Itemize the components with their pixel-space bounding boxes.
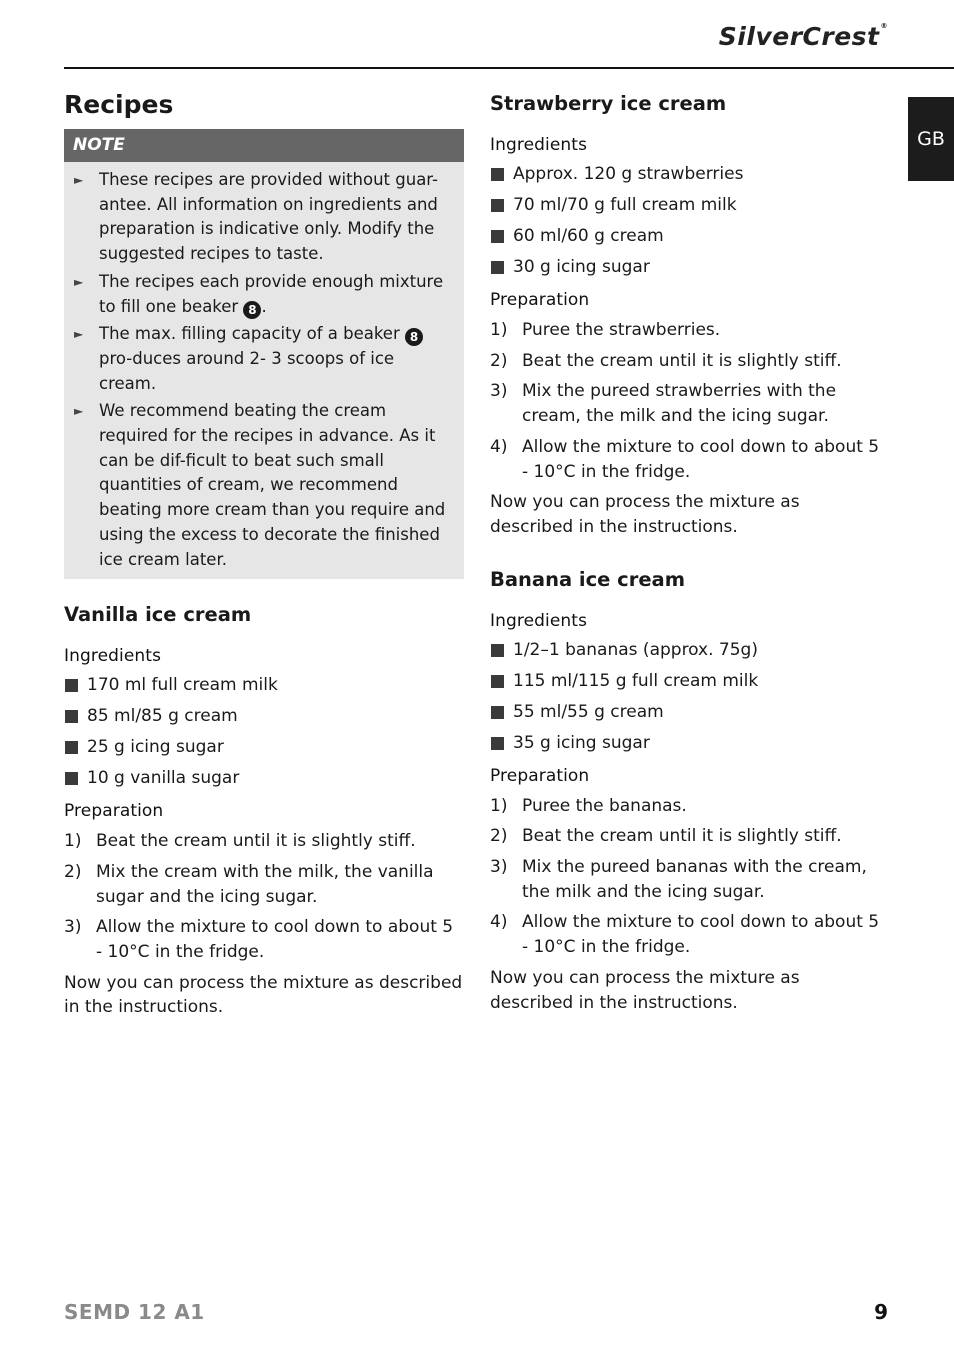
step-item: 1) Beat the cream until it is slightly stiff.	[64, 831, 416, 852]
step-item: 4) Allow the mixture to cool down to about 5 - 10°C in the fridge.	[490, 436, 880, 482]
ingredient-item: 1/2–1 bananas (approx. 75g)	[490, 639, 885, 661]
square-bullet-icon	[491, 168, 504, 181]
ingredient-item: 30 g icing sugar	[490, 256, 885, 278]
square-bullet-icon	[491, 261, 504, 274]
square-bullet-icon	[491, 675, 504, 688]
step-item: 4) Allow the mixture to cool down to about 5 - 10°C in the fridge.	[490, 912, 880, 958]
strawberry-steps	[490, 318, 885, 484]
page-title: Recipes	[64, 90, 174, 119]
note-item: ► The recipes each provide enough mixture to fill one beaker 8 .	[74, 271, 444, 317]
ingredient-item: 115 ml/115 g full cream milk	[490, 670, 885, 692]
page-number: 9	[874, 1300, 888, 1324]
brand-logo: SilverCrest®	[718, 22, 888, 51]
square-bullet-icon	[491, 737, 504, 750]
strawberry-ingredients-label: Ingredients	[490, 135, 588, 155]
strawberry-title: Strawberry ice cream	[490, 92, 727, 115]
step-item: 1) Puree the strawberries.	[490, 320, 721, 340]
square-bullet-icon	[65, 741, 78, 754]
arrow-icon: ►	[74, 404, 84, 419]
ingredient-item: 55 ml/55 g cream	[490, 701, 885, 723]
language-tab: GB	[908, 97, 954, 181]
square-bullet-icon	[65, 710, 78, 723]
vanilla-ingredients-label: Ingredients	[64, 646, 162, 667]
right-column	[490, 90, 885, 1043]
square-bullet-icon	[491, 230, 504, 243]
vanilla-ingredients-list	[64, 674, 464, 789]
note-item: ► We recommend beating the cream required for the recipes in advance. As it can be dif-ficult to beat such small quantities of cream, we recommend beating more cream than you require and using the excess to decorate the finished ice cream later.	[74, 401, 446, 569]
banana-ingredients-label: Ingredients	[490, 610, 588, 631]
step-item: 2) Beat the cream until it is slightly stiff.	[490, 350, 842, 371]
step-item: 2) Mix the cream with the milk, the vanilla sugar and the icing sugar.	[64, 861, 434, 907]
vanilla-steps	[64, 829, 464, 965]
left-column	[64, 90, 464, 1048]
banana-ingredients-list	[490, 639, 885, 754]
square-bullet-icon	[491, 199, 504, 212]
note-list	[64, 162, 464, 572]
step-item: 1) Puree the bananas.	[490, 795, 687, 816]
ingredient-item: 85 ml/85 g cream	[64, 705, 464, 727]
arrow-icon: ►	[74, 173, 84, 187]
footer-model: SEMD 12 A1	[64, 1300, 205, 1324]
square-bullet-icon	[491, 706, 504, 719]
ingredient-item: 60 ml/60 g cream	[490, 225, 885, 247]
header-rule	[64, 67, 954, 69]
ingredient-item: 35 g icing sugar	[490, 732, 885, 754]
ingredient-item: 70 ml/70 g full cream milk	[490, 194, 885, 216]
vanilla-title: Vanilla ice cream	[64, 603, 252, 627]
note-item: ► The max. filling capacity of a beaker 8 pro-duces around 2- 3 scoops of ice cream.	[74, 322, 456, 396]
note-item: ► These recipes are provided without guar-antee. All information on ingredients and preparation is indicative only. Modify the suggested recipes to taste.	[74, 170, 438, 264]
strawberry-ingredients-list	[490, 163, 885, 278]
vanilla-preparation-label: Preparation	[64, 801, 164, 822]
beaker-reference-badge: 8	[243, 301, 261, 319]
banana-steps	[490, 794, 885, 960]
banana-title: Banana ice cream	[490, 567, 686, 591]
arrow-icon: ►	[74, 327, 84, 342]
square-bullet-icon	[65, 679, 78, 692]
note-box	[64, 129, 464, 579]
ingredient-item: 10 g vanilla sugar	[64, 767, 464, 789]
arrow-icon: ►	[74, 274, 84, 289]
vanilla-closing: Now you can process the mixture as described in the instructions.	[64, 972, 463, 1018]
ingredient-item: Approx. 120 g strawberries	[490, 163, 885, 185]
strawberry-closing: Now you can process the mixture as described in the instructions.	[490, 492, 800, 537]
note-header: NOTE	[64, 129, 464, 162]
step-item: 3) Allow the mixture to cool down to about 5 - 10°C in the fridge.	[64, 917, 454, 963]
ingredient-item: 170 ml full cream milk	[64, 674, 464, 696]
banana-closing: Now you can process the mixture as described in the instructions.	[490, 967, 800, 1013]
ingredient-item: 25 g icing sugar	[64, 736, 464, 758]
square-bullet-icon	[65, 772, 78, 785]
strawberry-preparation-label: Preparation	[490, 290, 590, 310]
banana-preparation-label: Preparation	[490, 765, 590, 786]
step-item: 2) Beat the cream until it is slightly stiff.	[490, 826, 842, 847]
square-bullet-icon	[491, 644, 504, 657]
step-item: 3) Mix the pureed strawberries with the cream, the milk and the icing sugar.	[490, 381, 837, 427]
beaker-reference-badge: 8	[405, 328, 423, 346]
step-item: 3) Mix the pureed bananas with the cream, the milk and the icing sugar.	[490, 857, 867, 902]
